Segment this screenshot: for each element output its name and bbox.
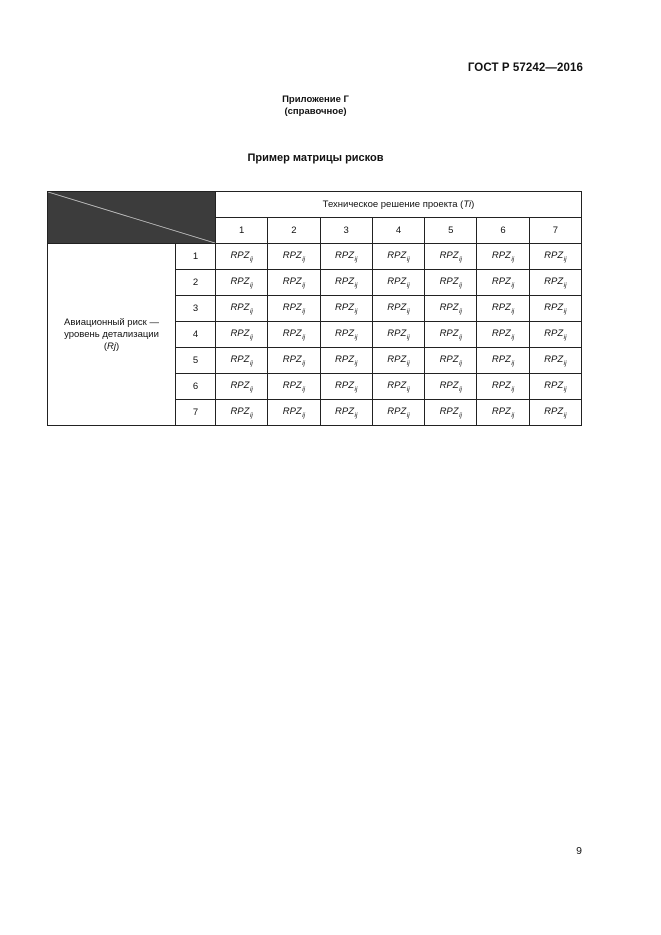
rpz-index: ij — [249, 282, 253, 289]
rpz-value — [387, 328, 409, 339]
column-header-cell: 7 — [529, 218, 581, 244]
rpz-main: RPZ — [544, 328, 564, 339]
column-header-cell: 5 — [425, 218, 477, 244]
matrix-cell — [268, 322, 320, 348]
column-group-title-suffix: ) — [471, 199, 475, 210]
matrix-cell — [320, 322, 372, 348]
rpz-main: RPZ — [544, 380, 564, 391]
matrix-cell — [477, 400, 529, 426]
rpz-main: RPZ — [544, 406, 564, 417]
rpz-main: RPZ — [335, 406, 354, 417]
rpz-index: ij — [459, 334, 462, 341]
rpz-main: RPZ — [230, 380, 250, 391]
matrix-cell — [268, 244, 320, 270]
rpz-main: RPZ — [439, 302, 459, 313]
matrix-cell — [425, 270, 477, 296]
matrix-cell — [425, 244, 477, 270]
rpz-value — [440, 406, 462, 417]
rpz-value — [230, 302, 252, 313]
rpz-main: RPZ — [491, 406, 511, 417]
rpz-main: RPZ — [230, 354, 250, 365]
rpz-main: RPZ — [335, 354, 354, 365]
risk-matrix-table — [47, 191, 582, 426]
rpz-index: ij — [511, 308, 515, 315]
table-title-wrap — [0, 152, 661, 164]
rpz-main: RPZ — [544, 302, 564, 313]
matrix-cell — [216, 244, 268, 270]
rpz-index: ij — [249, 334, 253, 341]
diagonal-divider — [48, 192, 215, 243]
rpz-value — [544, 302, 566, 313]
rpz-main: RPZ — [439, 354, 459, 365]
table-row — [48, 244, 582, 270]
rpz-main: RPZ — [282, 328, 302, 339]
matrix-cell — [320, 400, 372, 426]
page-number: 9 — [576, 845, 582, 857]
rpz-main: RPZ — [387, 250, 407, 261]
matrix-cell — [268, 296, 320, 322]
matrix-cell — [268, 374, 320, 400]
rpz-value — [387, 354, 409, 365]
rpz-value — [230, 276, 252, 287]
rpz-value — [544, 328, 566, 339]
rpz-value — [283, 406, 305, 417]
rpz-main: RPZ — [387, 276, 407, 287]
rpz-value — [335, 276, 357, 287]
row-group-label-var: Rj — [107, 340, 116, 352]
matrix-cell — [477, 244, 529, 270]
rpz-main: RPZ — [282, 406, 302, 417]
rpz-main: RPZ — [387, 354, 407, 365]
rpz-index: ij — [511, 360, 515, 367]
rpz-index: ij — [511, 386, 515, 393]
rpz-main: RPZ — [282, 380, 302, 391]
matrix-cell — [477, 296, 529, 322]
rpz-index: ij — [563, 360, 567, 367]
corner-cell — [48, 192, 216, 244]
rpz-main: RPZ — [335, 328, 354, 339]
rpz-index: ij — [459, 360, 462, 367]
rpz-index: ij — [249, 360, 253, 367]
rpz-main: RPZ — [230, 276, 250, 287]
rpz-index: ij — [511, 334, 515, 341]
matrix-cell — [477, 374, 529, 400]
rpz-value — [283, 354, 305, 365]
rpz-value — [387, 302, 409, 313]
matrix-cell — [425, 348, 477, 374]
rpz-main: RPZ — [282, 276, 302, 287]
row-group-label — [48, 244, 176, 426]
rpz-index: ij — [406, 360, 410, 367]
matrix-cell — [320, 348, 372, 374]
rpz-value — [544, 276, 566, 287]
rpz-value — [440, 302, 462, 313]
matrix-cell — [320, 270, 372, 296]
rpz-main: RPZ — [282, 250, 302, 261]
rpz-value — [230, 328, 252, 339]
rpz-main: RPZ — [387, 406, 407, 417]
rpz-value — [230, 354, 252, 365]
rpz-value — [544, 406, 566, 417]
rpz-index: ij — [354, 386, 358, 393]
rpz-main: RPZ — [387, 328, 407, 339]
rpz-value — [283, 250, 305, 261]
rpz-index: ij — [459, 412, 462, 419]
rpz-index: ij — [354, 360, 358, 367]
matrix-cell — [320, 296, 372, 322]
matrix-cell — [425, 374, 477, 400]
rpz-main: RPZ — [335, 276, 354, 287]
rpz-value — [492, 302, 514, 313]
matrix-cell — [372, 322, 424, 348]
rpz-index: ij — [302, 334, 306, 341]
rpz-index: ij — [459, 386, 462, 393]
rpz-value — [440, 276, 462, 287]
matrix-cell — [372, 348, 424, 374]
rpz-main: RPZ — [439, 406, 459, 417]
rpz-index: ij — [249, 256, 253, 263]
matrix-cell — [216, 374, 268, 400]
rpz-index: ij — [406, 386, 410, 393]
row-header-cell: 3 — [176, 296, 216, 322]
rpz-value — [335, 406, 357, 417]
rpz-main: RPZ — [491, 328, 511, 339]
row-header-cell: 2 — [176, 270, 216, 296]
row-header-cell: 4 — [176, 322, 216, 348]
row-header-cell: 1 — [176, 244, 216, 270]
rpz-index: ij — [563, 282, 567, 289]
column-header-cell: 3 — [320, 218, 372, 244]
rpz-value — [492, 406, 514, 417]
rpz-value — [283, 328, 305, 339]
rpz-value — [440, 354, 462, 365]
row-group-label-line1: Авиационный риск — — [64, 316, 159, 328]
row-header-cell: 7 — [176, 400, 216, 426]
matrix-cell — [529, 296, 581, 322]
column-header-cell: 2 — [268, 218, 320, 244]
rpz-main: RPZ — [491, 276, 511, 287]
rpz-value — [440, 380, 462, 391]
matrix-cell — [529, 374, 581, 400]
rpz-value — [230, 406, 252, 417]
rpz-value — [230, 380, 252, 391]
rpz-index: ij — [459, 282, 462, 289]
rpz-index: ij — [511, 282, 515, 289]
rpz-index: ij — [563, 308, 567, 315]
matrix-cell — [216, 322, 268, 348]
rpz-index: ij — [302, 282, 306, 289]
rpz-index: ij — [302, 256, 306, 263]
rpz-main: RPZ — [387, 380, 407, 391]
rpz-value — [387, 276, 409, 287]
column-header-cell: 4 — [372, 218, 424, 244]
matrix-cell — [372, 270, 424, 296]
rpz-index: ij — [406, 256, 410, 263]
matrix-cell — [372, 244, 424, 270]
rpz-index: ij — [302, 412, 306, 419]
rpz-index: ij — [406, 282, 410, 289]
rpz-main: RPZ — [230, 302, 250, 313]
row-header-cell: 5 — [176, 348, 216, 374]
rpz-main: RPZ — [544, 276, 564, 287]
rpz-index: ij — [563, 334, 567, 341]
rpz-index: ij — [563, 256, 567, 263]
matrix-cell — [529, 348, 581, 374]
rpz-main: RPZ — [230, 328, 250, 339]
row-group-label-suffix: ) — [115, 340, 120, 352]
rpz-main: RPZ — [282, 354, 302, 365]
matrix-cell — [372, 400, 424, 426]
matrix-cell — [529, 270, 581, 296]
rpz-main: RPZ — [439, 276, 459, 287]
rpz-main: RPZ — [439, 328, 459, 339]
column-header-cell: 6 — [477, 218, 529, 244]
matrix-cell — [268, 270, 320, 296]
rpz-index: ij — [354, 308, 358, 315]
rpz-index: ij — [406, 334, 410, 341]
rpz-main: RPZ — [491, 302, 511, 313]
rpz-value — [440, 328, 462, 339]
rpz-index: ij — [249, 308, 253, 315]
rpz-main: RPZ — [387, 302, 407, 313]
row-group-label-line3 — [48, 341, 175, 353]
matrix-cell — [320, 374, 372, 400]
row-group-label-prefix: ( — [103, 340, 107, 352]
rpz-main: RPZ — [335, 302, 354, 313]
rpz-index: ij — [302, 386, 306, 393]
matrix-cell — [216, 270, 268, 296]
rpz-value — [335, 328, 357, 339]
rpz-value — [283, 276, 305, 287]
rpz-main: RPZ — [335, 380, 354, 391]
rpz-value — [335, 354, 357, 365]
rpz-index: ij — [563, 386, 567, 393]
rpz-value — [283, 380, 305, 391]
rpz-index: ij — [511, 256, 515, 263]
rpz-index: ij — [459, 308, 462, 315]
rpz-value — [387, 250, 409, 261]
rpz-index: ij — [354, 412, 358, 419]
rpz-index: ij — [354, 334, 358, 341]
rpz-index: ij — [459, 256, 462, 263]
matrix-cell — [320, 244, 372, 270]
rpz-index: ij — [249, 386, 253, 393]
rpz-index: ij — [354, 256, 358, 263]
rpz-main: RPZ — [230, 250, 250, 261]
matrix-cell — [216, 348, 268, 374]
column-group-title-prefix: Техническое решение проекта ( — [322, 199, 464, 210]
rpz-value — [335, 302, 357, 313]
rpz-value — [544, 354, 566, 365]
column-group-header — [216, 192, 582, 218]
rpz-main: RPZ — [335, 250, 354, 261]
matrix-cell — [529, 400, 581, 426]
matrix-cell — [529, 322, 581, 348]
matrix-cell — [268, 348, 320, 374]
rpz-value — [492, 354, 514, 365]
rpz-index: ij — [249, 412, 253, 419]
matrix-cell — [477, 348, 529, 374]
rpz-main: RPZ — [491, 380, 511, 391]
rpz-value — [335, 250, 357, 261]
column-header-cell: 1 — [216, 218, 268, 244]
rpz-value — [335, 380, 357, 391]
rpz-main: RPZ — [282, 302, 302, 313]
document-code: ГОСТ Р 57242—2016 — [467, 62, 583, 74]
rpz-index: ij — [302, 360, 306, 367]
rpz-index: ij — [302, 308, 306, 315]
rpz-main: RPZ — [439, 250, 459, 261]
rpz-main: RPZ — [439, 380, 459, 391]
appendix-heading — [0, 94, 661, 118]
matrix-cell — [425, 322, 477, 348]
matrix-cell — [216, 400, 268, 426]
rpz-main: RPZ — [544, 354, 564, 365]
rpz-value — [387, 406, 409, 417]
rpz-index: ij — [563, 412, 567, 419]
header-row-group — [48, 192, 582, 218]
rpz-value — [492, 250, 514, 261]
appendix-title: Приложение Г — [282, 94, 349, 105]
matrix-cell — [216, 296, 268, 322]
matrix-cell — [372, 374, 424, 400]
rpz-value — [440, 250, 462, 261]
table-title: Пример матрицы рисков — [247, 152, 384, 164]
matrix-cell — [425, 296, 477, 322]
rpz-index: ij — [511, 412, 515, 419]
appendix-type: (справочное) — [284, 106, 347, 117]
rpz-value — [492, 276, 514, 287]
matrix-cell — [529, 244, 581, 270]
matrix-cell — [425, 400, 477, 426]
rpz-value — [544, 250, 566, 261]
rpz-index: ij — [406, 308, 410, 315]
rpz-value — [544, 380, 566, 391]
row-group-label-line2: уровень детализации — [64, 328, 159, 340]
matrix-cell — [477, 322, 529, 348]
rpz-main: RPZ — [230, 406, 250, 417]
rpz-value — [283, 302, 305, 313]
row-header-cell: 6 — [176, 374, 216, 400]
matrix-cell — [477, 270, 529, 296]
rpz-value — [230, 250, 252, 261]
rpz-value — [387, 380, 409, 391]
rpz-index: ij — [406, 412, 410, 419]
matrix-cell — [372, 296, 424, 322]
rpz-main: RPZ — [544, 250, 564, 261]
rpz-value — [492, 380, 514, 391]
rpz-main: RPZ — [491, 250, 511, 261]
rpz-index: ij — [354, 282, 358, 289]
rpz-main: RPZ — [491, 354, 511, 365]
column-group-title-var: Ti — [463, 199, 472, 210]
matrix-cell — [268, 400, 320, 426]
rpz-value — [492, 328, 514, 339]
